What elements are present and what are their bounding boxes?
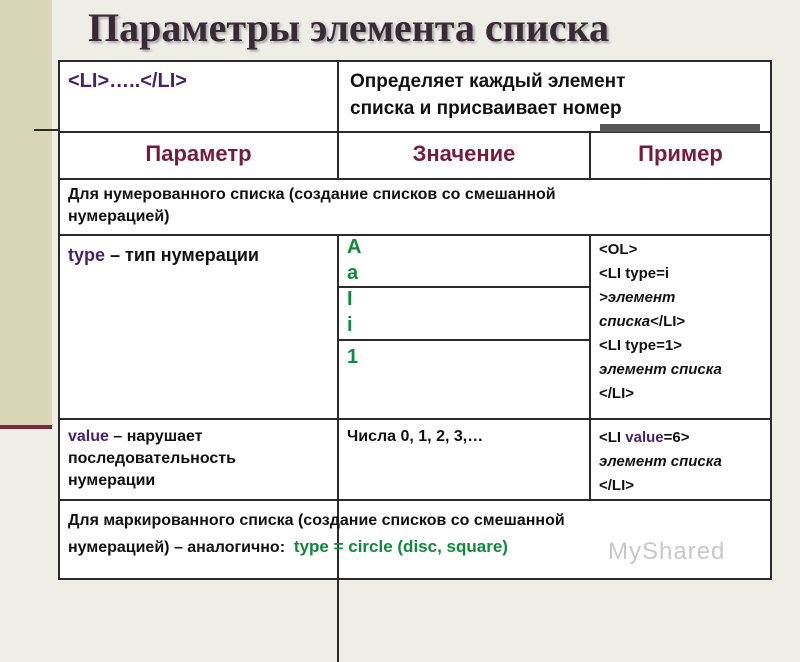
li-tag-heading: <LI>…..</LI> xyxy=(68,70,187,92)
type-value-i: i xyxy=(347,314,353,336)
divider xyxy=(60,234,770,236)
type-value-1: 1 xyxy=(347,346,359,368)
type-example-line xyxy=(599,310,769,334)
type-example-line: >элемент xyxy=(599,289,676,306)
type-example-line: <LI type=i xyxy=(599,265,670,282)
li-description-line2: списка и присваивает номер xyxy=(350,98,622,119)
divider xyxy=(60,178,770,180)
divider xyxy=(339,339,589,341)
value-param xyxy=(68,426,333,492)
value-description-3: нумерации xyxy=(68,472,156,489)
type-example-tag: </LI> xyxy=(650,313,686,330)
divider xyxy=(60,418,770,420)
type-description: – тип нумерации xyxy=(105,245,259,265)
divider xyxy=(339,286,589,288)
bulleted-section-text: нумерацией) – аналогично: xyxy=(68,539,286,556)
value-example-line xyxy=(599,426,769,450)
value-description-1: – нарушает xyxy=(108,428,203,445)
type-values-group-1 xyxy=(347,234,361,286)
slide-title: Параметры элемента списка xyxy=(88,5,609,50)
type-value-A: A xyxy=(347,236,362,258)
type-example-text: списка xyxy=(599,313,651,330)
left-decor-tick xyxy=(34,129,60,131)
numbered-section-line2: нумерацией) xyxy=(68,208,170,225)
type-example-line: <LI type=1> xyxy=(599,337,682,354)
value-range: Числа 0, 1, 2, 3,… xyxy=(347,428,484,445)
type-value-I: I xyxy=(347,288,353,310)
value-keyword: value xyxy=(68,428,109,445)
accent-bar xyxy=(600,124,760,132)
type-value-a: a xyxy=(347,262,359,284)
value-example-keyword: value xyxy=(625,429,664,446)
type-param xyxy=(68,245,259,266)
type-example-line: </LI> xyxy=(599,385,635,402)
li-description-line1: Определяет каждый элемент xyxy=(350,71,626,92)
divider xyxy=(337,234,339,662)
bulleted-section-code: type = circle (disc, square) xyxy=(293,537,508,556)
column-header-parameter: Параметр xyxy=(145,141,252,166)
divider xyxy=(337,132,339,178)
divider xyxy=(589,132,591,178)
value-example-line: </LI> xyxy=(599,477,635,494)
numbered-section-line1: Для нумерованного списка (создание списков со смешанной xyxy=(68,186,556,203)
column-header-example: Пример xyxy=(638,141,723,166)
divider xyxy=(60,499,770,501)
value-example xyxy=(599,426,769,498)
type-example xyxy=(599,238,769,406)
left-decor-band xyxy=(0,0,52,428)
divider xyxy=(337,62,339,132)
value-description-2: последовательность xyxy=(68,450,236,467)
value-example-line: элемент списка xyxy=(599,453,722,470)
value-example-tag: <LI xyxy=(599,429,626,446)
divider xyxy=(589,234,591,500)
column-header-value: Значение xyxy=(412,141,516,166)
type-example-line: <OL> xyxy=(599,241,638,258)
value-example-tag: =6> xyxy=(663,429,690,446)
left-decor-line xyxy=(0,425,52,429)
parameters-table xyxy=(58,60,772,580)
type-keyword: type xyxy=(68,245,106,265)
li-description xyxy=(350,68,770,122)
numbered-section-label xyxy=(68,184,768,228)
type-example-line: элемент списка xyxy=(599,361,722,378)
bulleted-section-line1: Для маркированного списка (создание списков со смешанной xyxy=(68,512,565,529)
watermark: MyShared xyxy=(608,538,726,565)
type-values-group-2 xyxy=(347,286,353,338)
